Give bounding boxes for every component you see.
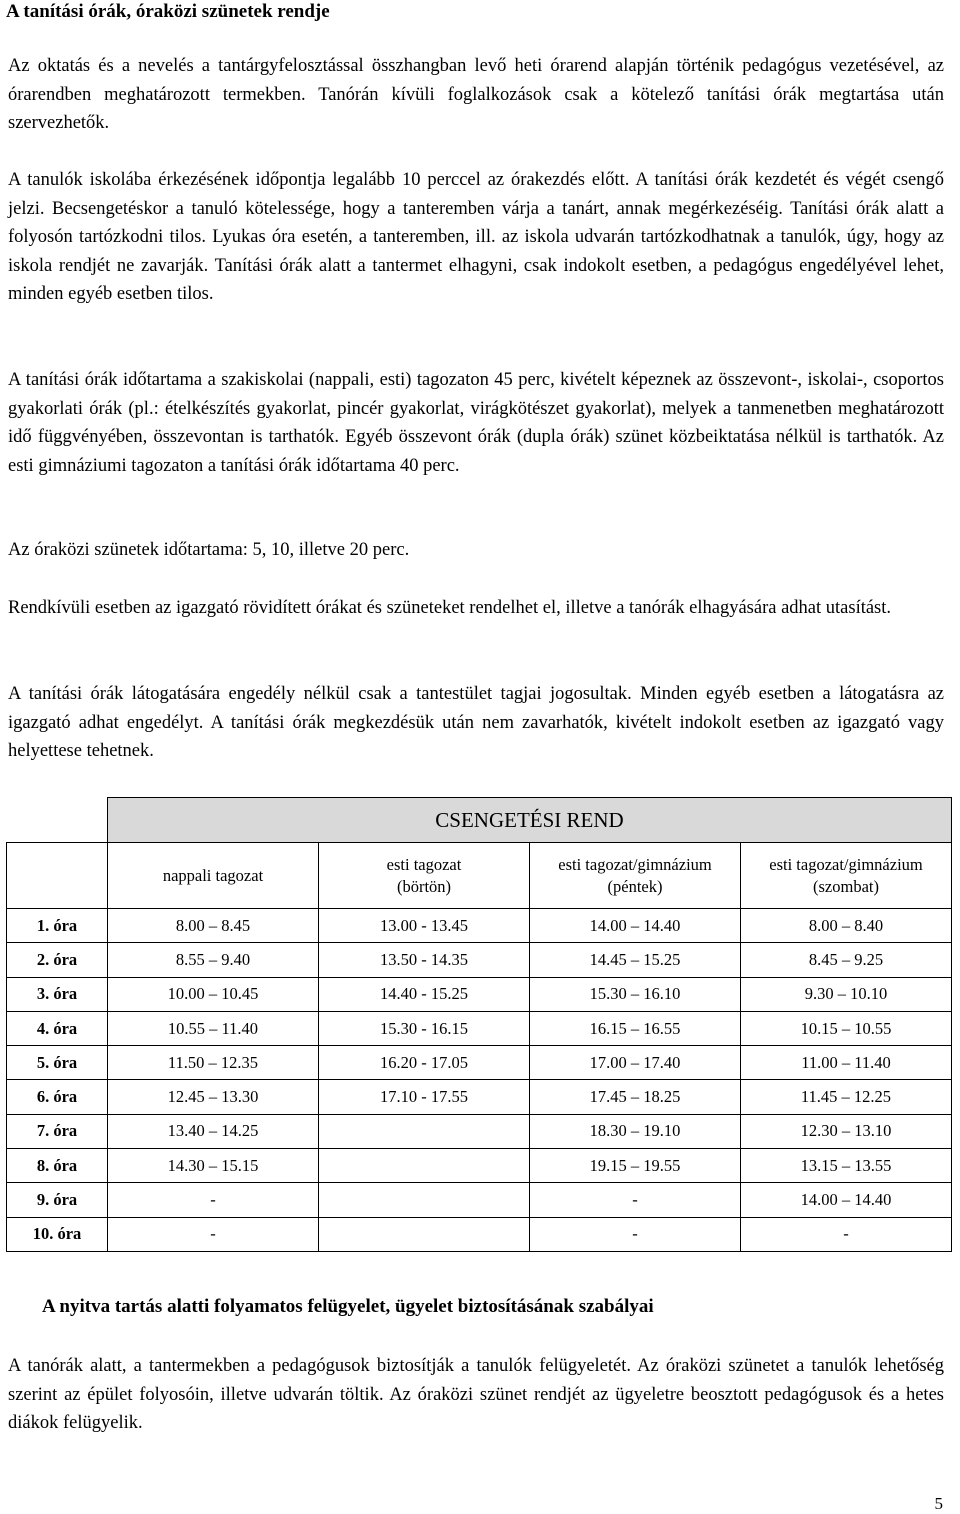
time-cell: 13.00 - 13.45 [319, 909, 530, 943]
time-cell: 14.30 – 15.15 [108, 1149, 319, 1183]
table-row [7, 1011, 952, 1045]
column-header [108, 843, 319, 909]
time-cell: 18.30 – 19.10 [530, 1114, 741, 1148]
time-cell: - [108, 1217, 319, 1251]
table-row [7, 1114, 952, 1148]
section-title: A tanítási órák, óraközi szünetek rendje [6, 1, 330, 22]
time-cell: 12.45 – 13.30 [108, 1080, 319, 1114]
table-row [7, 1149, 952, 1183]
time-cell [319, 1183, 530, 1217]
table-row [7, 909, 952, 943]
table-row [7, 977, 952, 1011]
time-cell: 14.40 - 15.25 [319, 977, 530, 1011]
time-cell [319, 1217, 530, 1251]
time-cell: 17.10 - 17.55 [319, 1080, 530, 1114]
period-label: 2. óra [7, 943, 108, 977]
header-line: (péntek) [607, 876, 663, 896]
time-cell: 10.55 – 11.40 [108, 1011, 319, 1045]
table-title: CSENGETÉSI REND [108, 798, 952, 843]
period-label: 7. óra [7, 1114, 108, 1148]
time-cell: 17.45 – 18.25 [530, 1080, 741, 1114]
time-cell: 11.50 – 12.35 [108, 1046, 319, 1080]
table-row [7, 1080, 952, 1114]
time-cell: 16.15 – 16.55 [530, 1011, 741, 1045]
column-header [741, 843, 952, 909]
time-cell: 11.45 – 12.25 [741, 1080, 952, 1114]
time-cell: 8.00 – 8.45 [108, 909, 319, 943]
time-cell: 13.50 - 14.35 [319, 943, 530, 977]
time-cell: 8.45 – 9.25 [741, 943, 952, 977]
time-cell: 10.00 – 10.45 [108, 977, 319, 1011]
time-cell: - [108, 1183, 319, 1217]
time-cell: - [741, 1217, 952, 1251]
time-cell: 15.30 - 16.15 [319, 1011, 530, 1045]
table-row [7, 1217, 952, 1251]
time-cell: 8.00 – 8.40 [741, 909, 952, 943]
time-cell: 14.00 – 14.40 [530, 909, 741, 943]
paragraph: A tanulók iskolába érkezésének időpontja legalább 10 perccel az órakezdés előtt. A tanítási órák kezdetét és végét csengő jelzi. Becsengetéskor a tanuló kötelessége, hogy a tanteremben várja a tanárt, annak megérkezéséig. Tanítási órák alatt a folyosón tartózkodni tilos. Lyukas óra esetén, a tanteremben, ill. az iskola udvarán tartózkodhatnak a tanulók, úgy, hogy az iskola rendjét ne zavarják. Tanítási órák alatt a tantermet elhagyni, csak indokolt esetben, a pedagógus engedélyével lehet, minden egyéb esetben tilos. [8, 170, 944, 305]
column-header [530, 843, 741, 909]
table-row [7, 1046, 952, 1080]
time-cell [319, 1149, 530, 1183]
bell-schedule-table [6, 797, 952, 1252]
paragraph: Rendkívüli esetben az igazgató rövidített órákat és szüneteket rendelhet el, illetve a tanórák elhagyására adhat utasítást. [8, 598, 892, 618]
time-cell: - [530, 1217, 741, 1251]
table-row [7, 943, 952, 977]
time-cell: - [530, 1183, 741, 1217]
time-cell: 17.00 – 17.40 [530, 1046, 741, 1080]
paragraph: A tanítási órák látogatására engedély nélkül csak a tantestület tagjai jogosultak. Minden egyéb esetben a látogatásra az igazgató adhat engedélyt. A tanítási órák megkezdésük után nem zavarhatók, kivételt indokolt esetben az igazgató vagy helyettese tehetnek. [8, 684, 944, 762]
header-line: (szombat) [813, 876, 879, 896]
time-cell: 13.15 – 13.55 [741, 1149, 952, 1183]
header-line: nappali tagozat [162, 865, 264, 885]
period-label: 3. óra [7, 977, 108, 1011]
time-cell: 11.00 – 11.40 [741, 1046, 952, 1080]
period-label: 8. óra [7, 1149, 108, 1183]
header-line: esti tagozat/gimnázium [558, 854, 712, 874]
time-cell: 14.00 – 14.40 [741, 1183, 952, 1217]
header-empty-cell [7, 843, 108, 909]
paragraph: Az oktatás és a nevelés a tantárgyfelosztással összhangban levő heti órarend alapján történik pedagógus vezetésével, az órarendben meghatározott termekben. Tanórán kívüli foglalkozások csak a kötelező tanítási órák megtartása után szervezhetők. [8, 56, 944, 134]
time-cell: 16.20 - 17.05 [319, 1046, 530, 1080]
header-line: (börtön) [396, 876, 452, 896]
column-header [319, 843, 530, 909]
time-cell: 14.45 – 15.25 [530, 943, 741, 977]
time-cell: 19.15 – 19.55 [530, 1149, 741, 1183]
header-line: esti tagozat/gimnázium [769, 854, 923, 874]
period-label: 6. óra [7, 1080, 108, 1114]
time-cell: 8.55 – 9.40 [108, 943, 319, 977]
period-label: 1. óra [7, 909, 108, 943]
period-label: 5. óra [7, 1046, 108, 1080]
time-cell: 9.30 – 10.10 [741, 977, 952, 1011]
time-cell: 10.15 – 10.55 [741, 1011, 952, 1045]
header-line: esti tagozat [386, 854, 462, 874]
table-row [7, 1183, 952, 1217]
time-cell: 12.30 – 13.10 [741, 1114, 952, 1148]
period-label: 10. óra [7, 1217, 108, 1251]
time-cell: 13.40 – 14.25 [108, 1114, 319, 1148]
paragraph: A tanítási órák időtartama a szakiskolai (nappali, esti) tagozaton 45 perc, kivételt képeznek az összevont-, iskolai-, csoportos gyakorlati órák (pl.: ételkészítés gyakorlat, pincér gyakorlat, virágkötészet gyakorlat), melyek a tanmenetben meghatározott idő függvényében, összevontan is tarthatók. Egyéb összevont órák (dupla órák) szünet közbeiktatása nélkül is tarthatók. Az esti gimnáziumi tagozaton a tanítási órák időtartama 40 perc. [8, 370, 944, 476]
time-cell [319, 1114, 530, 1148]
paragraph: A tanórák alatt, a tantermekben a pedagógusok biztosítják a tanulók felügyeletét. Az óraközi szünetet a tanulók lehetőség szerint az épület folyosóin, illetve udvarán töltik. Az óraközi szünet rendjét az ügyeletre beosztott pedagógusok és a hetes diákok felügyelik. [8, 1356, 944, 1434]
period-label: 9. óra [7, 1183, 108, 1217]
section-title: A nyitva tartás alatti folyamatos felügyelet, ügyelet biztosításának szabályai [42, 1296, 654, 1317]
page-number: 5 [934, 1494, 943, 1513]
table-corner [7, 798, 108, 843]
time-cell: 15.30 – 16.10 [530, 977, 741, 1011]
paragraph: Az óraközi szünetek időtartama: 5, 10, illetve 20 perc. [8, 540, 410, 560]
period-label: 4. óra [7, 1011, 108, 1045]
